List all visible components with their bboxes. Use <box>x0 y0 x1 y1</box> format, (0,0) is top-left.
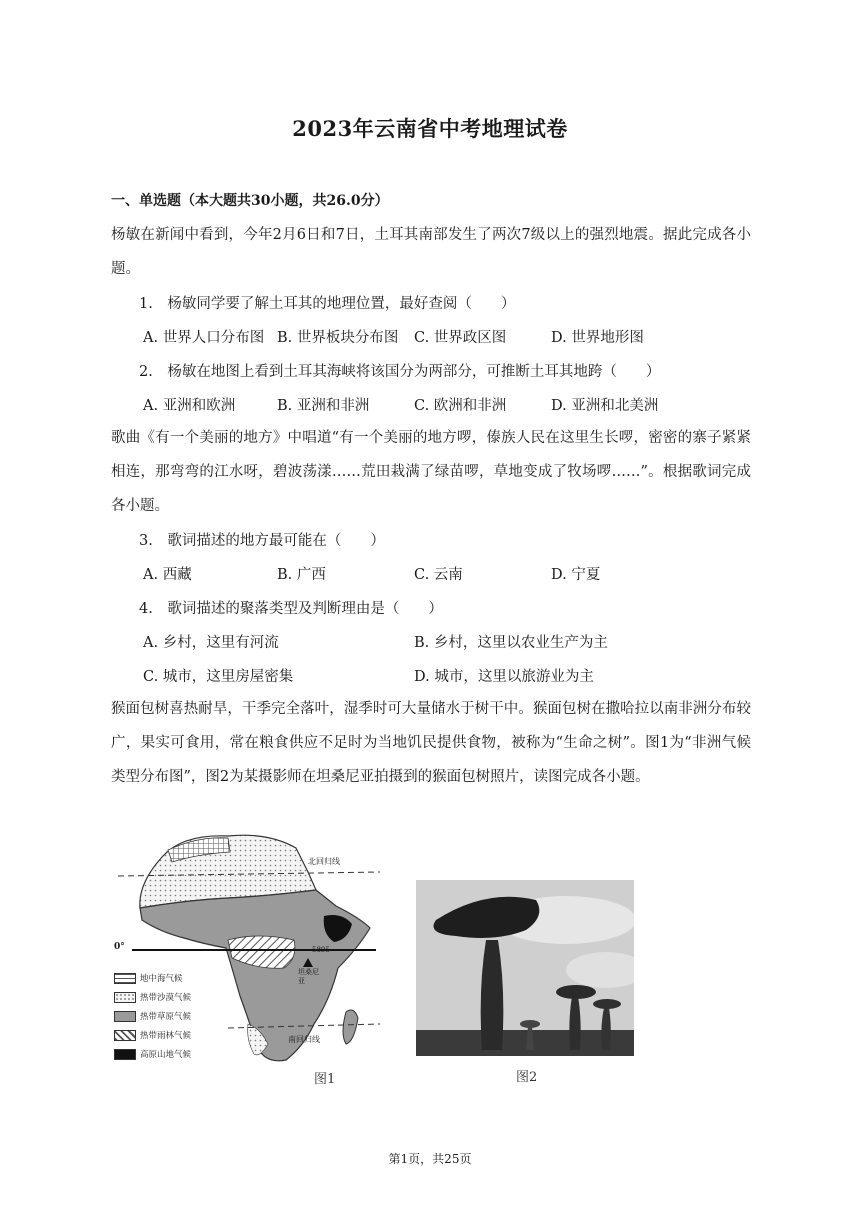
tanzania-label: 坦桑尼亚 <box>298 968 319 985</box>
grid-pattern-icon <box>114 973 136 984</box>
intro-paragraph-2: 歌曲《有一个美丽的地方》中唱道“有一个美丽的地方啰，傣族人民在这里生长啰，密密的寨子紧紧相连，那弯弯的江水呀，碧波荡漾……荒田栽满了绿苗啰，草地变成了牧场啰……”。根据歌词完成各小题。 <box>111 430 751 514</box>
question-3-option-b: B. 广西 <box>277 567 326 583</box>
legend-item: 高原山地气候 <box>114 1046 191 1065</box>
question-3-option-d: D. 宁夏 <box>551 567 601 583</box>
question-3-option-c: C. 云南 <box>414 567 463 583</box>
question-2-option-d: D. 亚洲和北美洲 <box>551 398 659 414</box>
question-2-option-c: C. 欧洲和非洲 <box>414 398 507 414</box>
question-1-option-b: B. 世界板块分布图 <box>277 330 399 346</box>
black-fill-icon <box>114 1049 136 1060</box>
intro-paragraph-3: 猴面包树喜热耐旱，干季完全落叶，湿季时可大量储水于树干中。猴面包树在撒哈拉以南非洲分布较广，果实可食用，常在粮食供应不足时为当地饥民提供食物，被称为“生命之树”。图1为“非洲气候类型分布图”，图2为某摄影师在坦桑尼亚拍摄到的猴面包树照片，读图完成各小题。 <box>111 701 751 785</box>
question-1-option-d: D. 世界地形图 <box>551 330 644 346</box>
equator-label: 0° <box>114 942 125 952</box>
section-heading: 一、单选题（本大题共30小题，共26.0分） <box>111 193 389 209</box>
tropic-north-label: 北回归线 <box>308 857 340 866</box>
dot-pattern-icon <box>114 992 136 1003</box>
legend-item: 热带沙漠气候 <box>114 989 191 1008</box>
legend-item: 热带雨林气候 <box>114 1027 191 1046</box>
page-title: 2023年云南省中考地理试卷 <box>292 116 568 141</box>
legend-item: 热带草原气候 <box>114 1008 191 1027</box>
question-3-stem: 3. 歌词描述的地方最可能在（ ） <box>139 533 385 549</box>
peak-elevation-label: 5895 <box>312 946 330 954</box>
question-1-stem: 1. 杨敏同学要了解土耳其的地理位置，最好查阅（ ） <box>139 296 516 312</box>
page-footer: 第1页，共25页 <box>388 1152 472 1166</box>
question-4-option-b: B. 乡村，这里以农业生产为主 <box>414 635 608 651</box>
question-2-stem: 2. 杨敏在地图上看到土耳其海峡将该国分为两部分，可推断土耳其地跨（ ） <box>139 364 661 380</box>
question-2-option-b: B. 亚洲和非洲 <box>277 398 370 414</box>
question-1-option-a: A. 世界人口分布图 <box>143 330 265 346</box>
question-4-option-a: A. 乡村，这里有河流 <box>143 635 279 651</box>
question-2-option-a: A. 亚洲和欧洲 <box>143 398 236 414</box>
question-4-option-c: C. 城市，这里房屋密集 <box>143 669 294 685</box>
question-4-stem: 4. 歌词描述的聚落类型及判断理由是（ ） <box>139 601 443 617</box>
figure-1-africa-climate-map <box>108 828 388 1090</box>
map-legend <box>114 970 191 1065</box>
question-3-option-a: A. 西藏 <box>143 567 192 583</box>
hatch-pattern-icon <box>114 1030 136 1041</box>
figure-2-baobab-photo <box>416 880 634 1056</box>
tropic-south-label: 南回归线 <box>288 1035 320 1044</box>
figure-1-caption: 图1 <box>314 1072 336 1087</box>
intro-paragraph-1: 杨敏在新闻中看到，今年2月6日和7日，土耳其南部发生了两次7级以上的强烈地震。据此完成各小题。 <box>111 227 751 277</box>
legend-item: 地中海气候 <box>114 970 191 989</box>
gray-fill-icon <box>114 1011 136 1022</box>
figure-2-caption: 图2 <box>516 1070 538 1085</box>
question-1-option-c: C. 世界政区图 <box>414 330 507 346</box>
question-4-option-d: D. 城市，这里以旅游业为主 <box>414 669 594 685</box>
